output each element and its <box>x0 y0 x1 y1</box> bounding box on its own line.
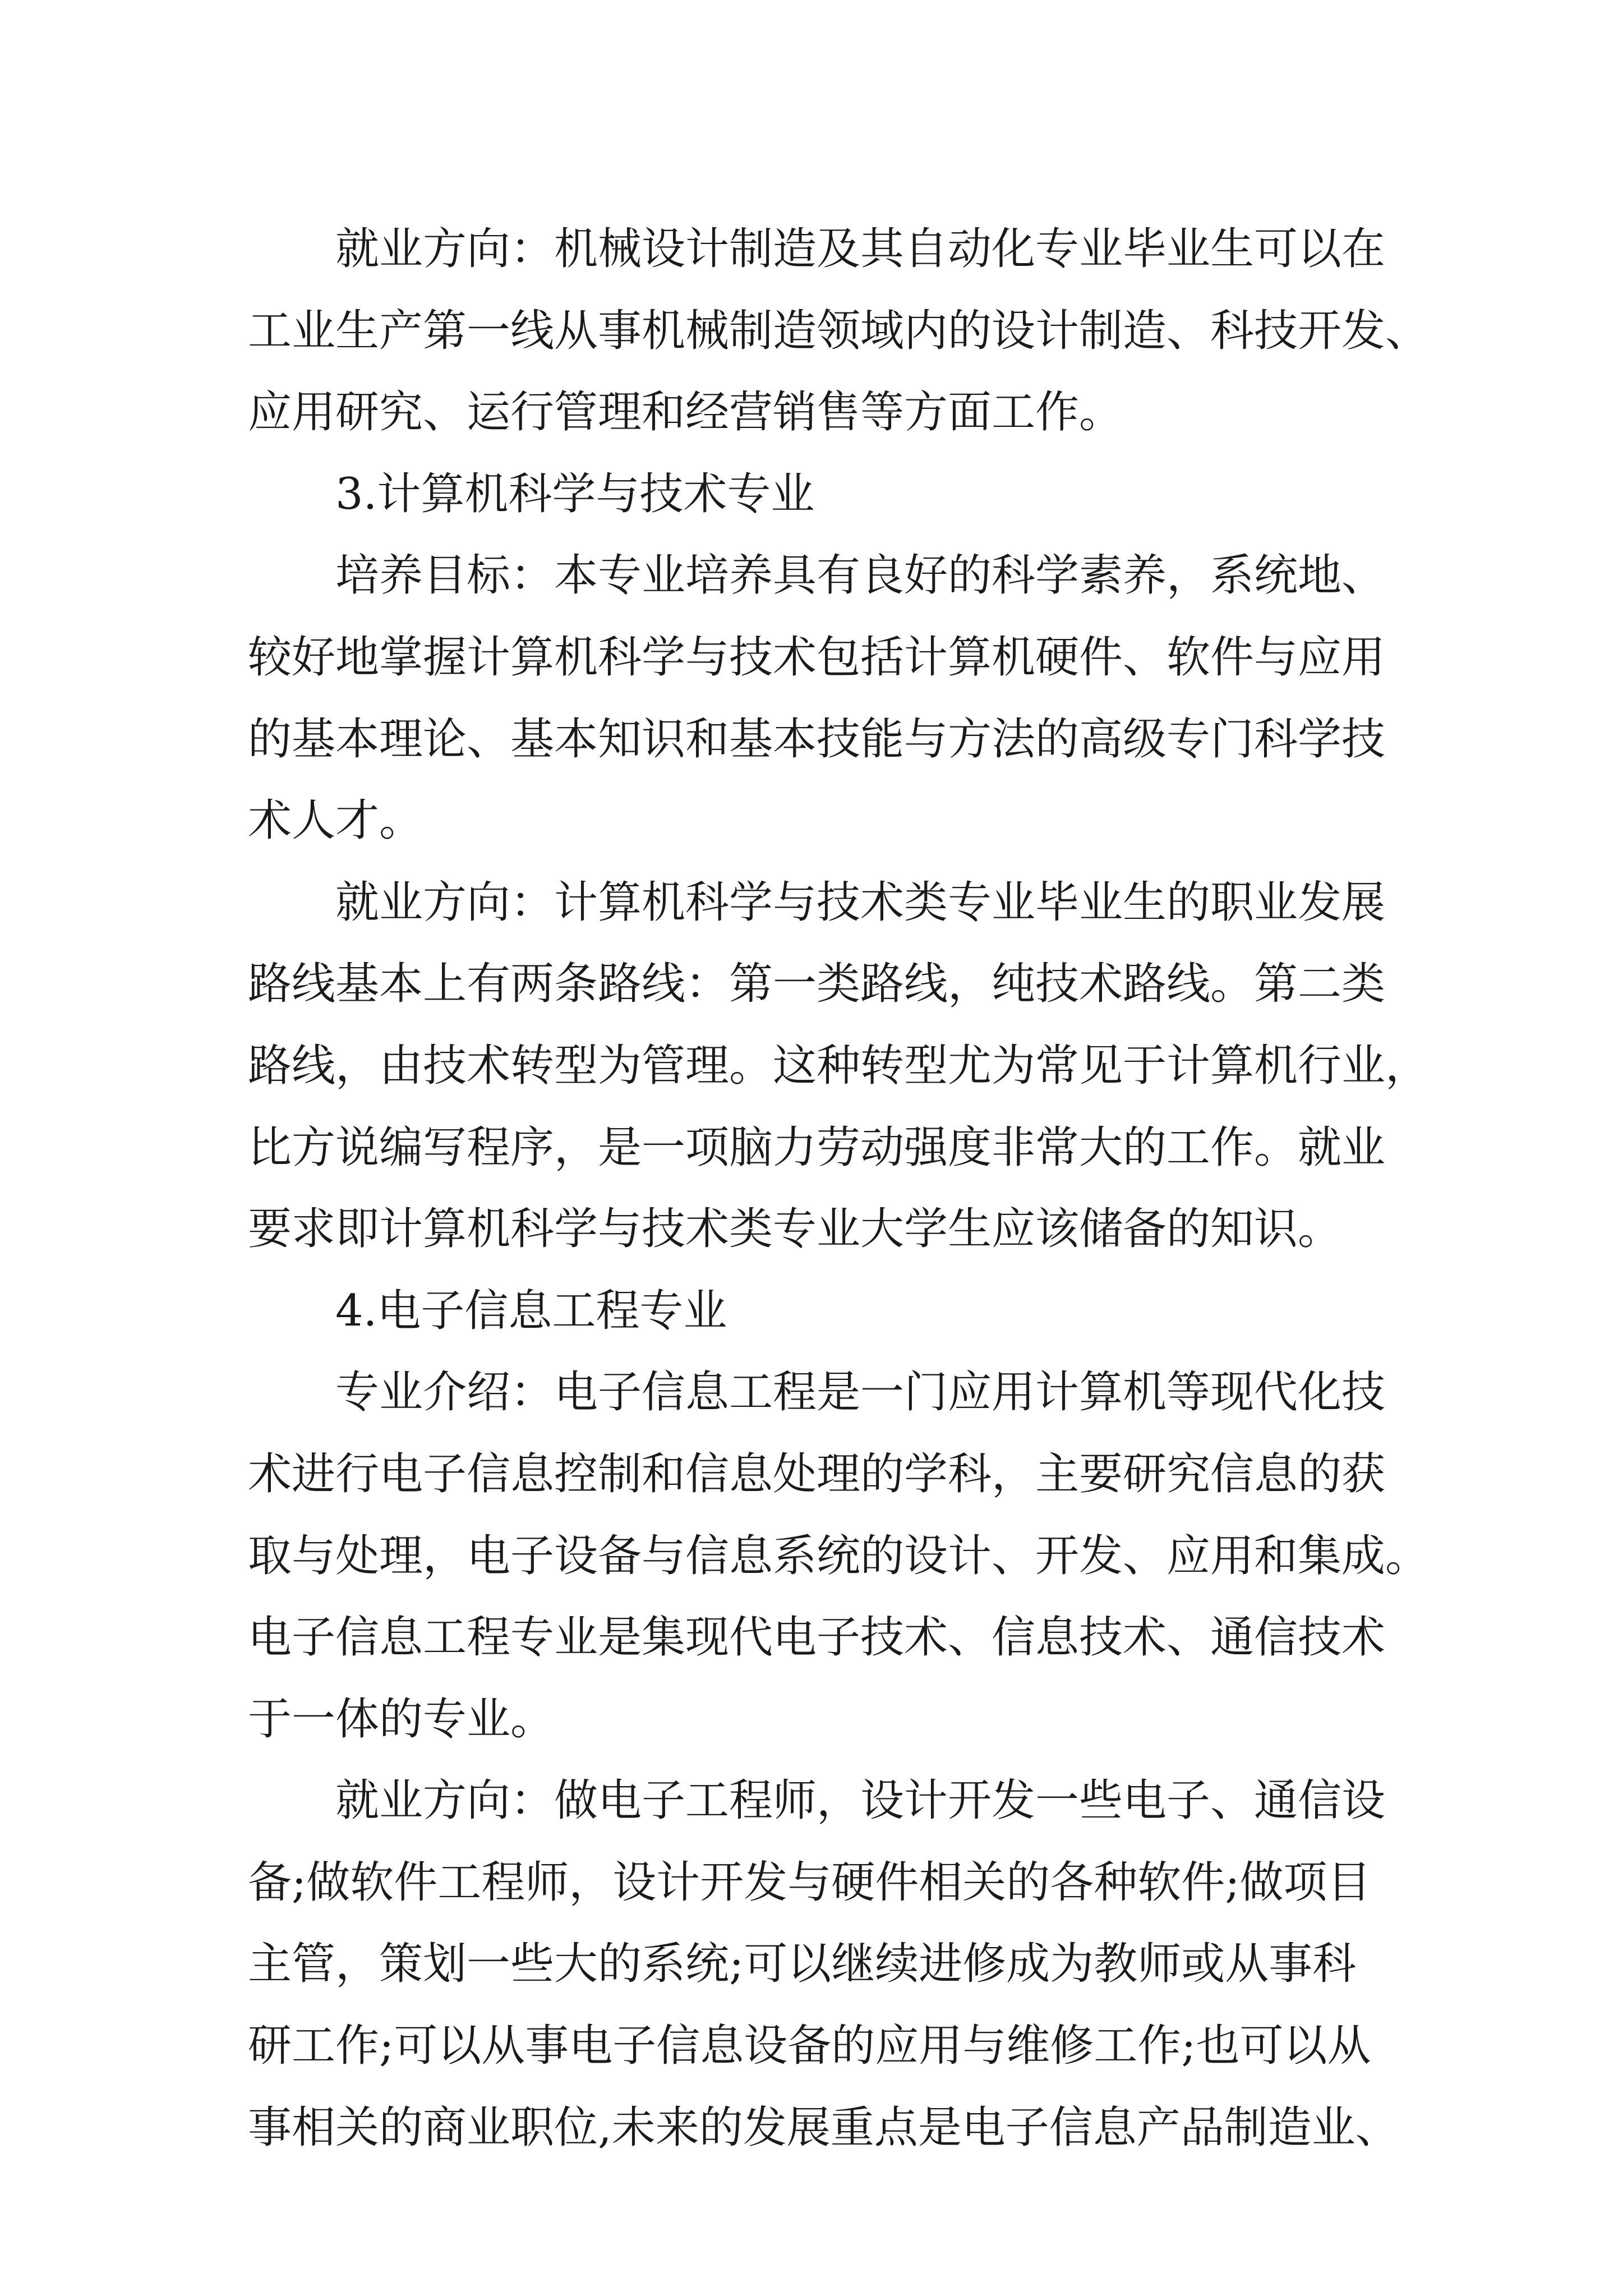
text-line: 就业方向：机械设计制造及其自动化专业毕业生可以在 <box>335 224 1386 274</box>
text-line: 事相关的商业职位,未来的发展重点是电子信息产品制造业、 <box>248 2102 1399 2153</box>
text-line: 主管，策划一些大的系统;可以继续进修成为教师或从事科 <box>248 1939 1357 1990</box>
text-line: 路线基本上有两条路线：第一类路线，纯技术路线。第二类 <box>248 959 1386 1010</box>
text-line: 工业生产第一线从事机械制造领域内的设计制造、科技开发、 <box>248 305 1430 356</box>
text-line: 4.电子信息工程专业 <box>335 1285 727 1336</box>
text-line: 取与处理，电子设备与信息系统的设计、开发、应用和集成。 <box>248 1530 1430 1581</box>
text-line: 3.计算机科学与技术专业 <box>335 468 815 519</box>
text-line: 于一体的专业。 <box>248 1694 555 1745</box>
text-line: 术人才。 <box>248 795 423 846</box>
text-line: 路线，由技术转型为管理。这种转型尤为常见于计算机行业， <box>248 1040 1430 1091</box>
text-line: 电子信息工程专业是集现代电子技术、信息技术、通信技术 <box>248 1612 1386 1663</box>
text-line: 要求即计算机科学与技术类专业大学生应该储备的知识。 <box>248 1204 1342 1255</box>
text-line: 研工作;可以从事电子信息设备的应用与维修工作;也可以从 <box>248 2021 1371 2072</box>
document-body <box>248 209 1442 2169</box>
text-line: 培养目标：本专业培养具有良好的科学素养，系统地、 <box>335 550 1386 601</box>
text-line: 较好地掌握计算机科学与技术包括计算机硬件、软件与应用 <box>248 632 1386 683</box>
text-line: 的基本理论、基本知识和基本技能与方法的高级专门科学技 <box>248 714 1386 765</box>
text-line: 术进行电子信息控制和信息处理的学科，主要研究信息的获 <box>248 1448 1386 1499</box>
text-line: 应用研究、运行管理和经营销售等方面工作。 <box>248 387 1123 438</box>
text-line: 就业方向：计算机科学与技术类专业毕业生的职业发展 <box>335 877 1386 928</box>
text-line: 就业方向：做电子工程师，设计开发一些电子、通信设 <box>335 1775 1386 1826</box>
text-line: 备;做软件工程师，设计开发与硬件相关的各种软件;做项目 <box>248 1857 1371 1908</box>
text-line: 专业介绍：电子信息工程是一门应用计算机等现代化技 <box>335 1367 1386 1418</box>
text-line: 比方说编写程序，是一项脑力劳动强度非常大的工作。就业 <box>248 1122 1386 1173</box>
